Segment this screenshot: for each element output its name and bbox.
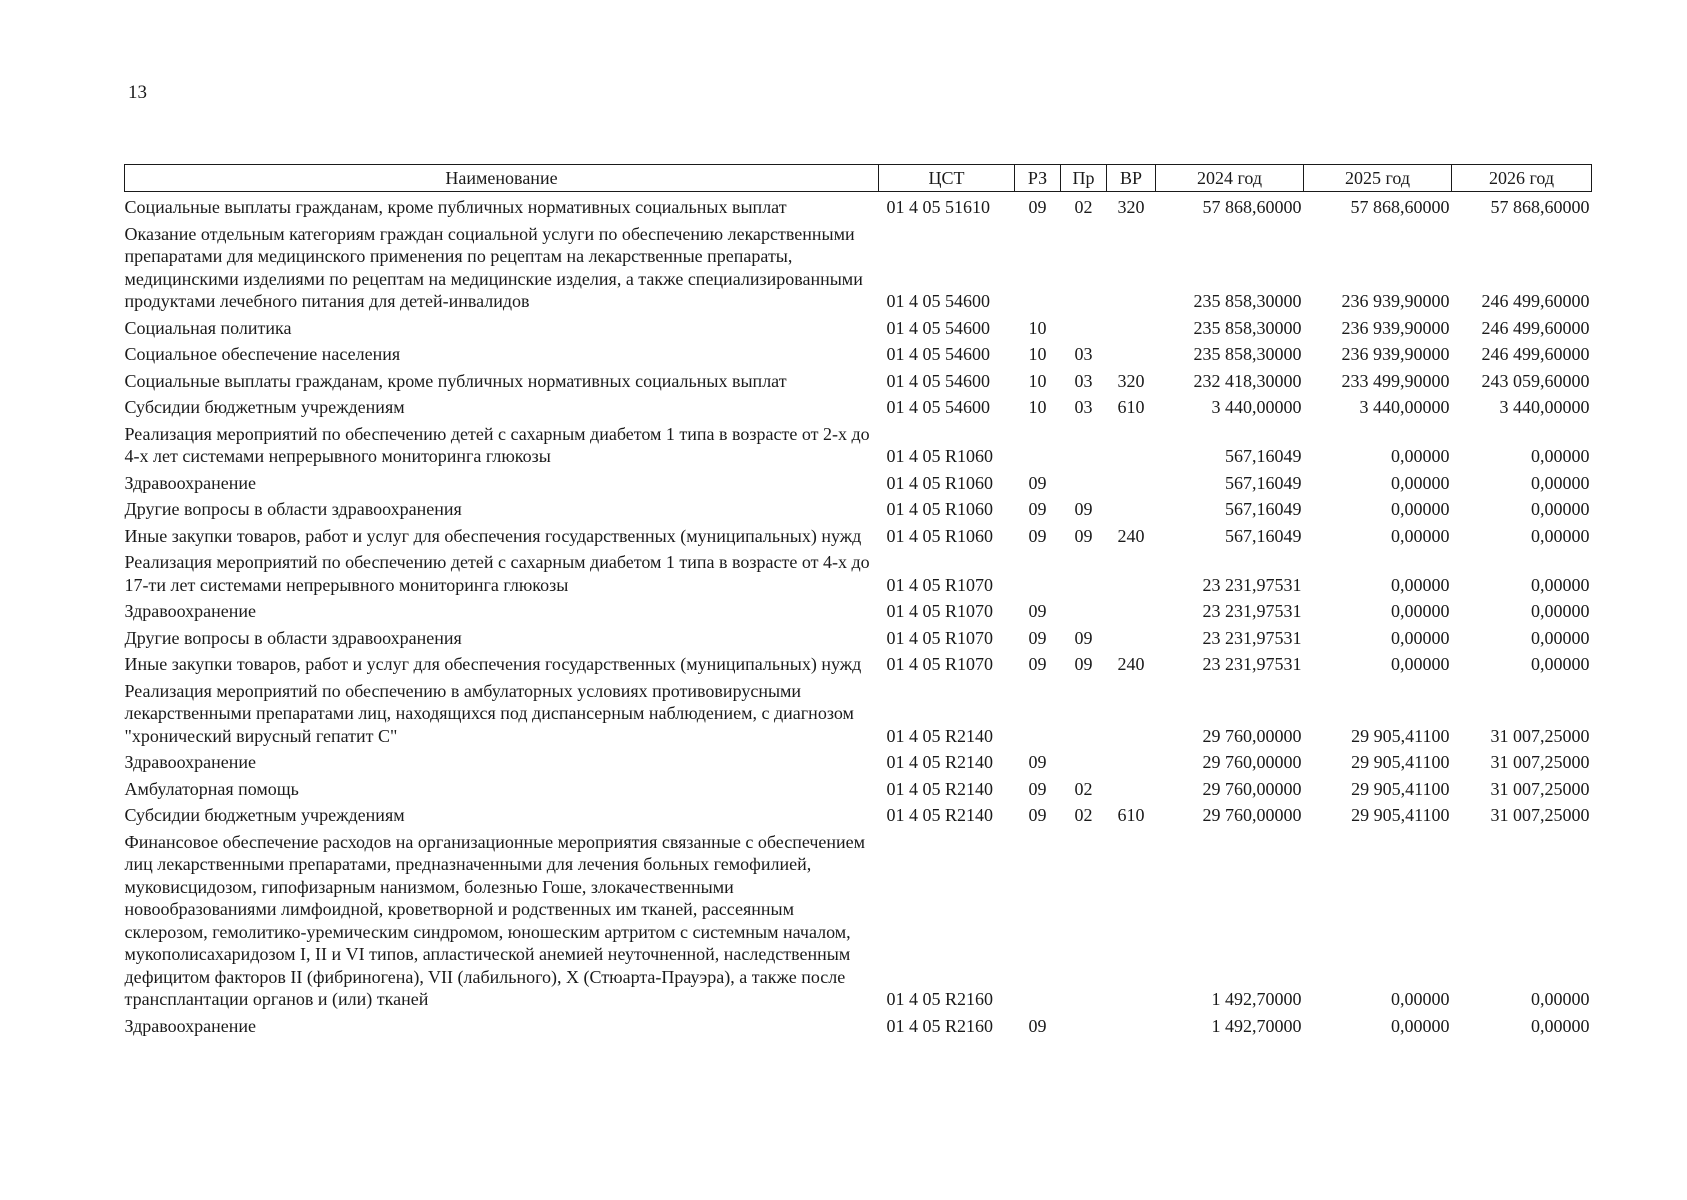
row-name: Иные закупки товаров, работ и услуг для обеспечения государственных (муниципальных) нужд (124, 654, 862, 674)
row-name: Здравоохранение (124, 1015, 257, 1036)
row-value-2025: 29 905,41100 (1351, 805, 1450, 825)
header-2026: 2026 год (1452, 165, 1592, 192)
row-name: Здравоохранение (124, 601, 257, 621)
header-name: Наименование (125, 165, 879, 192)
row-value-2026: 246 499,60000 (1481, 317, 1590, 338)
row-name: Здравоохранение (124, 472, 257, 493)
row-name: Реализация мероприятий по обеспечению в амбулаторных условиях противовирусными лекарственными препаратами лиц, находящихся под диспансерным наблюдением, с диагнозом "хронический вирусный гепатит С" (124, 680, 854, 746)
row-name: Социальные выплаты гражданам, кроме публичных нормативных социальных выплат (124, 370, 787, 391)
row-cst: 01 4 05 R1060 (886, 446, 994, 466)
table-row (125, 778, 1592, 805)
row-vr: 610 (1117, 805, 1145, 825)
row-cst: 01 4 05 R1070 (886, 601, 994, 621)
row-value-2024: 29 760,00000 (1202, 778, 1302, 799)
row-value-2026: 31 007,25000 (1490, 805, 1590, 825)
row-cst: 01 4 05 51610 (886, 197, 990, 217)
row-vr (1107, 627, 1156, 654)
row-rz: 10 (1028, 317, 1047, 338)
row-rz: 10 (1028, 370, 1047, 391)
row-rz: 10 (1028, 344, 1047, 364)
row-value-2025: 236 939,90000 (1341, 344, 1450, 364)
row-value-2026: 31 007,25000 (1490, 778, 1590, 799)
row-vr (1107, 751, 1156, 778)
table-row (125, 751, 1592, 778)
row-vr (1107, 223, 1156, 317)
row-value-2025: 0,00000 (1391, 627, 1450, 648)
row-cst: 01 4 05 R2160 (886, 1015, 994, 1036)
row-name: Социальное обеспечение населения (124, 344, 401, 364)
row-value-2025: 0,00000 (1391, 525, 1450, 546)
row-value-2026: 0,00000 (1531, 574, 1590, 595)
row-vr (1107, 498, 1156, 525)
row-pr (1061, 680, 1107, 752)
row-rz: 09 (1028, 499, 1047, 519)
header-cst: ЦСТ (879, 165, 1015, 192)
row-value-2024: 23 231,97531 (1202, 627, 1302, 648)
table-row (125, 1015, 1592, 1042)
row-name: Финансовое обеспечение расходов на организационные мероприятия связанные с обеспечением лиц лекарственными препаратами, предназначенными для лечения больных гемофилией, муковисцидозом, гипофизарным нанизмом, болезнью Гоше, злокачественными новообразованиями лимфоидной, кроветворной и родственных им тканей, рассеянным склерозом, гемолитико-уремическим синдромом, юношеским артритом с системным началом, мукополисахаридозом I, II и VI типов, апластической анемией неуточненной, наследственным дефицитом факторов II (фибриногена), VII (лабильного), X (Стюарта-Прауэра), а также после трансплантации органов и (или) тканей (124, 831, 866, 1009)
row-pr: 02 (1074, 778, 1093, 799)
table-row (125, 804, 1592, 831)
row-vr: 240 (1117, 654, 1145, 674)
row-rz (1015, 423, 1061, 472)
row-value-2025: 0,00000 (1391, 472, 1450, 493)
row-cst: 01 4 05 R1060 (886, 499, 994, 519)
row-rz: 09 (1028, 472, 1047, 493)
row-name: Оказание отдельным категориям граждан социальной услуги по обеспечению лекарственными препаратами для медицинского применения по рецептам на лекарственные препараты, медицинскими изделиями по рецептам на медицинские изделия, а также специализированными продуктами лечебного питания для детей-инвалидов (124, 223, 863, 311)
row-value-2026: 0,00000 (1531, 499, 1590, 519)
row-rz: 09 (1028, 601, 1047, 621)
row-cst: 01 4 05 R2140 (886, 778, 994, 799)
header-2024: 2024 год (1156, 165, 1304, 192)
row-value-2025: 0,00000 (1391, 989, 1450, 1009)
row-value-2024: 57 868,60000 (1202, 197, 1302, 217)
table-row (125, 343, 1592, 370)
row-vr (1107, 343, 1156, 370)
row-pr (1061, 551, 1107, 600)
table-row (125, 831, 1592, 1015)
budget-table (124, 164, 1592, 1041)
row-vr (1107, 831, 1156, 1015)
row-value-2026: 0,00000 (1531, 989, 1590, 1009)
row-pr (1061, 600, 1107, 627)
row-rz (1015, 551, 1061, 600)
row-value-2025: 0,00000 (1391, 499, 1450, 519)
row-name: Другие вопросы в области здравоохранения (124, 499, 462, 519)
row-rz: 09 (1028, 805, 1047, 825)
row-cst: 01 4 05 R2160 (886, 989, 994, 1009)
row-value-2025: 29 905,41100 (1351, 752, 1450, 772)
row-rz (1015, 223, 1061, 317)
row-value-2024: 235 858,30000 (1193, 291, 1302, 311)
row-rz (1015, 831, 1061, 1015)
row-value-2026: 0,00000 (1531, 654, 1590, 674)
row-rz: 09 (1028, 197, 1047, 217)
row-value-2026: 31 007,25000 (1490, 752, 1590, 772)
row-value-2025: 0,00000 (1391, 446, 1450, 466)
row-value-2024: 567,16049 (1225, 446, 1302, 466)
row-vr (1107, 1015, 1156, 1042)
row-pr: 09 (1074, 525, 1093, 546)
table-row (125, 627, 1592, 654)
row-name: Амбулаторная помощь (124, 778, 299, 799)
row-rz (1015, 680, 1061, 752)
row-pr (1061, 1015, 1107, 1042)
row-value-2025: 29 905,41100 (1351, 778, 1450, 799)
row-value-2024: 1 492,70000 (1211, 1015, 1302, 1036)
row-cst: 01 4 05 R1060 (886, 472, 994, 493)
row-cst: 01 4 05 R2140 (886, 725, 994, 746)
row-vr (1107, 680, 1156, 752)
row-value-2025: 29 905,41100 (1351, 725, 1450, 746)
table-row (125, 600, 1592, 627)
row-pr (1061, 223, 1107, 317)
row-vr: 320 (1117, 370, 1145, 391)
row-value-2024: 3 440,00000 (1211, 397, 1302, 417)
table-row (125, 396, 1592, 423)
row-value-2024: 29 760,00000 (1202, 805, 1302, 825)
row-value-2024: 1 492,70000 (1211, 989, 1302, 1009)
row-vr (1107, 472, 1156, 499)
row-value-2026: 243 059,60000 (1481, 370, 1590, 391)
table-row (125, 223, 1592, 317)
row-rz: 09 (1028, 778, 1047, 799)
row-vr (1107, 778, 1156, 805)
row-value-2025: 233 499,90000 (1341, 370, 1450, 391)
row-value-2024: 23 231,97531 (1202, 654, 1302, 674)
row-value-2025: 0,00000 (1391, 654, 1450, 674)
row-value-2026: 0,00000 (1531, 525, 1590, 546)
row-name: Другие вопросы в области здравоохранения (124, 627, 462, 648)
row-value-2026: 0,00000 (1531, 472, 1590, 493)
row-value-2026: 0,00000 (1531, 627, 1590, 648)
table-row (125, 551, 1592, 600)
table-row (125, 472, 1592, 499)
table-body (125, 192, 1592, 1042)
row-cst: 01 4 05 R1060 (886, 525, 994, 546)
row-name: Иные закупки товаров, работ и услуг для обеспечения государственных (муниципальных) нужд (124, 525, 862, 546)
table-row (125, 525, 1592, 552)
row-pr (1061, 317, 1107, 344)
row-pr (1061, 751, 1107, 778)
row-pr (1061, 472, 1107, 499)
table-row (125, 498, 1592, 525)
row-value-2024: 23 231,97531 (1202, 574, 1302, 595)
table-row (125, 423, 1592, 472)
row-value-2025: 236 939,90000 (1341, 291, 1450, 311)
row-value-2024: 567,16049 (1225, 525, 1302, 546)
row-value-2026: 0,00000 (1531, 446, 1590, 466)
table-row (125, 680, 1592, 752)
table-row (125, 653, 1592, 680)
row-value-2024: 567,16049 (1225, 499, 1302, 519)
row-vr (1107, 551, 1156, 600)
row-cst: 01 4 05 R2140 (886, 752, 994, 772)
row-pr: 03 (1074, 397, 1093, 417)
table-row (125, 317, 1592, 344)
row-value-2025: 0,00000 (1391, 574, 1450, 595)
row-pr (1061, 831, 1107, 1015)
row-cst: 01 4 05 54600 (886, 397, 990, 417)
row-vr (1107, 317, 1156, 344)
row-value-2024: 235 858,30000 (1193, 317, 1302, 338)
row-pr: 02 (1074, 197, 1093, 217)
row-vr: 240 (1117, 525, 1145, 546)
row-rz: 09 (1028, 525, 1047, 546)
row-value-2024: 29 760,00000 (1202, 725, 1302, 746)
row-pr: 02 (1074, 805, 1093, 825)
table-row (125, 192, 1592, 223)
row-pr (1061, 423, 1107, 472)
table-header-row (125, 165, 1592, 192)
row-name: Социальные выплаты гражданам, кроме публичных нормативных социальных выплат (124, 197, 787, 217)
row-vr (1107, 600, 1156, 627)
row-value-2024: 235 858,30000 (1193, 344, 1302, 364)
row-name: Реализация мероприятий по обеспечению детей с сахарным диабетом 1 типа в возрасте от 2-х до 4-х лет системами непрерывного мониторинга глюкозы (124, 423, 870, 466)
row-value-2024: 29 760,00000 (1202, 752, 1302, 772)
row-value-2024: 23 231,97531 (1202, 601, 1302, 621)
row-vr (1107, 423, 1156, 472)
header-pr: Пр (1061, 165, 1107, 192)
row-name: Социальная политика (124, 317, 292, 338)
row-value-2025: 57 868,60000 (1350, 197, 1450, 217)
row-value-2025: 3 440,00000 (1359, 397, 1450, 417)
row-rz: 09 (1028, 752, 1047, 772)
table-row (125, 370, 1592, 397)
row-cst: 01 4 05 R2140 (886, 805, 994, 825)
header-vr: ВР (1107, 165, 1156, 192)
row-name: Субсидии бюджетным учреждениям (124, 805, 405, 825)
row-name: Здравоохранение (124, 752, 257, 772)
row-pr: 03 (1074, 370, 1093, 391)
row-vr: 320 (1117, 197, 1145, 217)
row-value-2026: 31 007,25000 (1490, 725, 1590, 746)
row-rz: 10 (1028, 397, 1047, 417)
row-value-2026: 3 440,00000 (1499, 397, 1590, 417)
row-name: Реализация мероприятий по обеспечению детей с сахарным диабетом 1 типа в возрасте от 4-х до 17-ти лет системами непрерывного мониторинга глюкозы (124, 552, 870, 595)
row-value-2024: 232 418,30000 (1193, 370, 1302, 391)
row-cst: 01 4 05 54600 (886, 291, 990, 311)
row-pr: 09 (1074, 654, 1093, 674)
row-cst: 01 4 05 54600 (886, 317, 990, 338)
row-pr: 09 (1074, 499, 1093, 519)
header-2025: 2025 год (1304, 165, 1452, 192)
row-value-2026: 246 499,60000 (1481, 344, 1590, 364)
row-value-2025: 236 939,90000 (1341, 317, 1450, 338)
row-cst: 01 4 05 R1070 (886, 574, 994, 595)
row-rz: 09 (1028, 627, 1047, 648)
row-value-2026: 57 868,60000 (1490, 197, 1590, 217)
row-value-2025: 0,00000 (1391, 1015, 1450, 1036)
row-cst: 01 4 05 R1070 (886, 654, 994, 674)
row-value-2024: 567,16049 (1225, 472, 1302, 493)
row-rz: 09 (1028, 654, 1047, 674)
row-pr: 09 (1074, 627, 1093, 648)
row-value-2025: 0,00000 (1391, 601, 1450, 621)
page-number: 13 (128, 82, 147, 103)
row-value-2026: 0,00000 (1531, 601, 1590, 621)
row-name: Субсидии бюджетным учреждениям (124, 397, 405, 417)
row-value-2026: 246 499,60000 (1481, 291, 1590, 311)
row-cst: 01 4 05 R1070 (886, 627, 994, 648)
row-vr: 610 (1117, 397, 1145, 417)
row-pr: 03 (1074, 344, 1093, 364)
row-value-2026: 0,00000 (1531, 1015, 1590, 1036)
row-cst: 01 4 05 54600 (886, 344, 990, 364)
header-rz: РЗ (1015, 165, 1061, 192)
row-rz: 09 (1028, 1015, 1047, 1036)
row-cst: 01 4 05 54600 (886, 370, 990, 391)
